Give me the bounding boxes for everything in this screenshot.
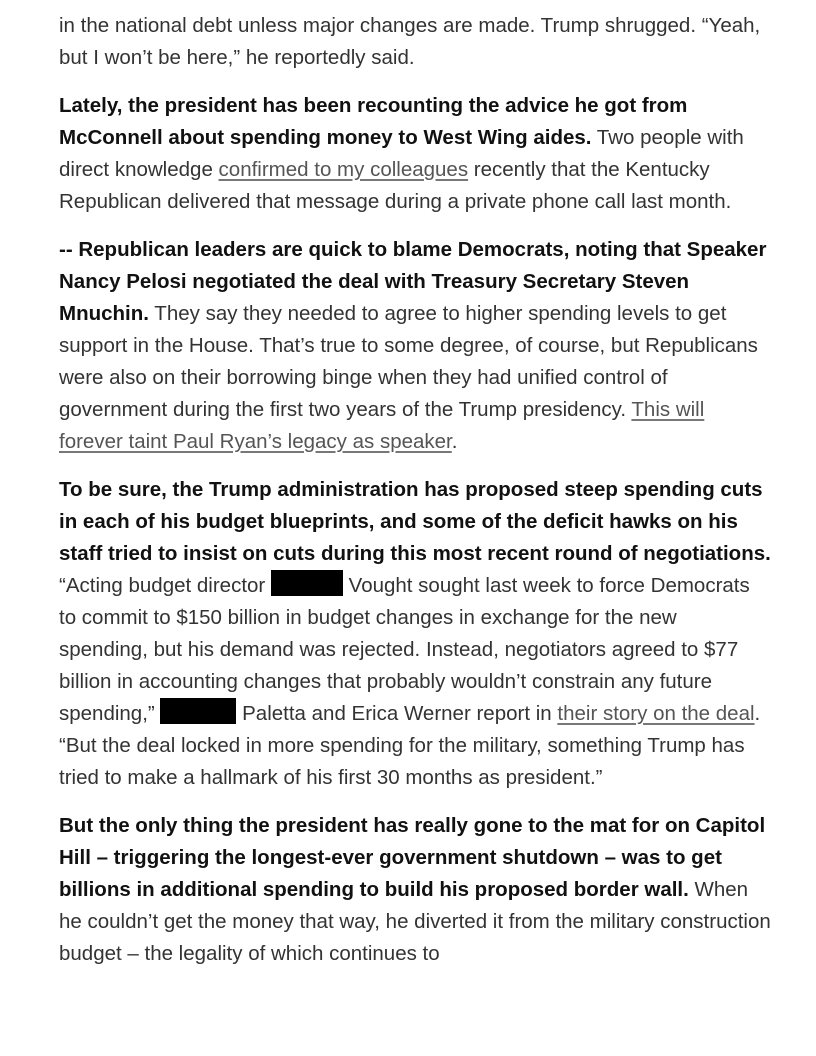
paragraph-5	[59, 810, 771, 970]
paragraph-4-text-b: Vought sought last week to force Democrats to commit to $150 billion in budget changes in exchange for the new spending, but his demand was rejected. Instead, negotiators agreed to $77 billion in accounting changes that probably wouldn’t constrain any future spending,”	[59, 574, 750, 725]
confirmed-link[interactable]: confirmed to my colleagues	[218, 158, 469, 181]
paragraph-1-text: in the national debt unless major changes are made. Trump shrugged. “Yeah, but I won’t be here,” he reportedly said.	[59, 14, 761, 69]
paragraph-2	[59, 90, 771, 218]
paragraph-4	[59, 474, 771, 794]
paul-ryan-legacy-link[interactable]: This will forever taint Paul Ryan’s legacy as speaker	[59, 398, 705, 453]
story-on-deal-link[interactable]: their story on the deal	[557, 702, 755, 725]
paragraph-4-text-c: Paletta and Erica Werner report in	[236, 702, 558, 725]
paragraph-5-lead: But the only thing the president has really gone to the mat for on Capitol Hill – triggering the longest-ever government shutdown – was to get billions in additional spending to build his proposed border wall.	[59, 814, 766, 901]
paragraph-3-text-end: .	[451, 430, 458, 453]
paragraph-3-text: They say they needed to agree to higher spending levels to get support in the House. That’s true to some degree, of course, but Republicans were also on their borrowing binge when they had unified control of government during the first two years of the Trump presidency.	[59, 302, 758, 421]
paragraph-4-lead: To be sure, the Trump administration has proposed steep spending cuts in each of his budget blueprints, and some of the deficit hawks on his staff tried to insist on cuts during this most recent round of negotiations.	[59, 478, 771, 565]
redaction-box	[271, 570, 343, 596]
article-body	[59, 10, 771, 986]
paragraph-3	[59, 234, 771, 458]
paragraph-4-text-a: “Acting budget director	[59, 574, 271, 597]
paragraph-2-lead: Lately, the president has been recounting the advice he got from McConnell about spending money to West Wing aides.	[59, 94, 688, 149]
paragraph-3-lead: -- Republican leaders are quick to blame Democrats, noting that Speaker Nancy Pelosi negotiated the deal with Treasury Secretary Steven Mnuchin.	[59, 238, 767, 325]
paragraph-1	[59, 10, 771, 74]
paragraph-2-text-end: recently that the Kentucky Republican delivered that message during a private phone call last month.	[59, 158, 732, 213]
paragraph-4-text-d: . “But the deal locked in more spending for the military, something Trump has tried to make a hallmark of his first 30 months as president.”	[59, 702, 761, 789]
paragraph-5-text: When he couldn’t get the money that way, he diverted it from the military construction budget – the legality of which continues to	[59, 878, 771, 965]
paragraph-2-text: Two people with direct knowledge	[59, 126, 744, 181]
redaction-box	[160, 698, 236, 724]
